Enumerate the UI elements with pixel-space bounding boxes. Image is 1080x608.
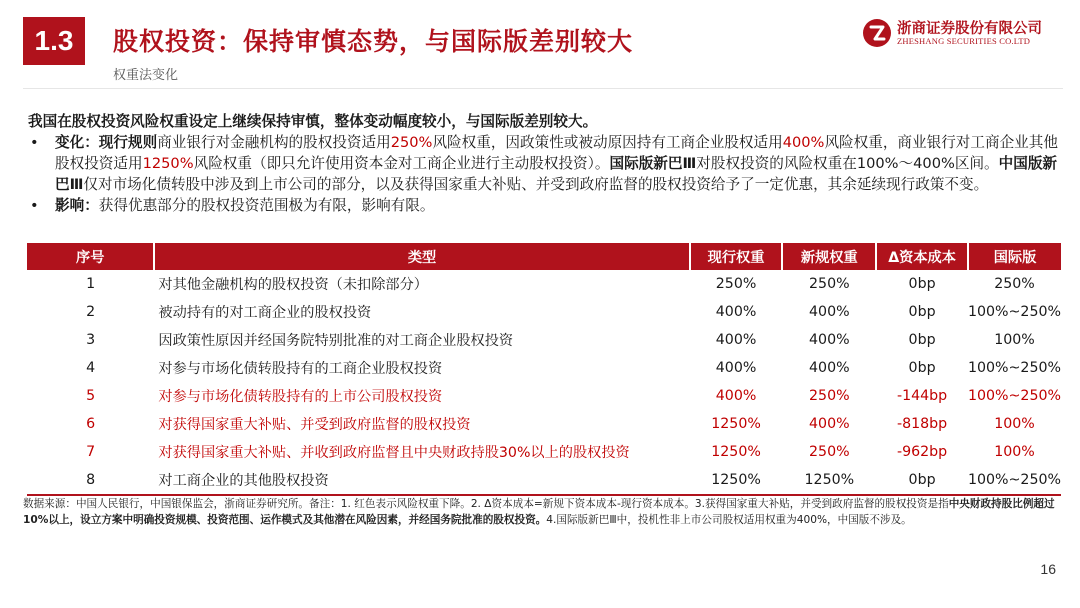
cell-new: 400%: [809, 304, 850, 320]
text-segment: 风险权重（即只允许使用资本金对工商企业进行主动股权投资）。: [193, 155, 610, 172]
risk-weight-table: [27, 243, 1061, 496]
col-header-new: 新规权重: [782, 243, 876, 270]
cell-new: 400%: [809, 360, 850, 376]
cell-intl: 100%: [994, 416, 1035, 432]
col-header-intl: 国际版: [968, 243, 1061, 270]
cell-delta: 0bp: [908, 332, 936, 348]
body-text: [28, 111, 1060, 216]
table-header-row: [27, 243, 1061, 270]
cell-type: 对参与市场化债转股持有的上市公司股权投资: [158, 389, 443, 405]
cell-no: 1: [86, 276, 96, 292]
cell-new: 400%: [809, 416, 850, 432]
cell-delta: -962bp: [896, 444, 948, 460]
text-segment: 风险权重，因政策性或被动原因持有工商企业股权适用: [432, 134, 783, 151]
col-header-type: 类型: [154, 243, 689, 270]
cell-intl: 100%~250%: [967, 388, 1061, 404]
cell-new: 1250%: [782, 466, 876, 495]
cell-type: 对获得国家重大补贴、并受到政府监督的股权投资: [158, 417, 471, 433]
table-row: [27, 410, 1061, 438]
cell-current: 400%: [715, 360, 757, 376]
text-segment: 仅对市场化债转股中涉及到上市公司的部分，以及获得国家重大补贴、并受到政府监督的股权投资给予了一定优惠，其余延续现行政策不变。: [83, 176, 989, 193]
text-segment: 对股权投资的风险权重在100%～400%区间。: [696, 155, 999, 172]
company-logo: [862, 16, 1062, 50]
bullet-impact: [28, 195, 1060, 216]
cell-type: 对其他金融机构的股权投资（未扣除部分）: [158, 277, 428, 293]
cell-intl: 100%~250%: [968, 466, 1061, 495]
intl-basel3-label: 国际版新巴Ⅲ: [609, 155, 697, 172]
table-row: [27, 354, 1061, 382]
col-header-current: 现行权重: [690, 243, 783, 270]
summary-line: 我国在股权投资风险权重设定上继续保持审慎，整体变动幅度较小，与国际版差别较大。: [28, 113, 598, 130]
footnote-bold: 中央财政持股比例超过10%以上，设立方案中明确投资规模、投资范围、运作模式及其他潜在风险因素，并经国务院批准的股权投资。: [23, 498, 1055, 526]
page-title: 股权投资：保持审慎态势，与国际版差别较大: [113, 27, 634, 56]
bullet-marker: •: [30, 197, 39, 214]
cell-intl: 100%: [994, 332, 1035, 348]
cell-new: 250%: [809, 276, 850, 292]
cell-current: 1250%: [711, 444, 761, 460]
zheshang-logo-icon: [862, 18, 892, 48]
cell-type: 对工商企业的其他股权投资: [154, 466, 689, 495]
current-rule-label: 现行规则: [98, 134, 158, 151]
header-divider: [23, 88, 1063, 89]
weight-400: 400%: [782, 134, 825, 151]
footnote-text: 数据来源：中国人民银行，中国银保监会，浙商证券研究所。备注：1. 红色表示风险权重下降。2. Δ资本成本=新规下资本成本-现行资本成本。3.获得国家重大补贴，并受到政府监督的股权投资是指: [23, 498, 949, 510]
cell-no: 4: [86, 360, 96, 376]
cell-type: 对获得国家重大补贴、并收到政府监督且中央财政持股30%以上的股权投资: [158, 445, 630, 461]
bullet-label: 影响：: [55, 197, 99, 214]
cell-intl: 100%: [994, 444, 1035, 460]
bullet-label: 变化：: [55, 134, 99, 151]
weight-1250: 1250%: [142, 155, 194, 172]
section-number-badge: 1.3: [23, 17, 85, 65]
cell-no: 6: [86, 416, 96, 432]
table-row: [27, 382, 1061, 410]
col-header-no: 序号: [27, 243, 154, 270]
cell-current: 400%: [715, 304, 757, 320]
cell-type: 被动持有的对工商企业的股权投资: [158, 305, 372, 321]
cell-intl: 250%: [994, 276, 1035, 292]
page-number: 16: [1040, 561, 1056, 577]
footnote-text: 4.国际版新巴Ⅲ中，投机性非上市公司股权适用权重为400%，中国版不涉及。: [546, 513, 912, 526]
impact-text: 获得优惠部分的股权投资范围极为有限，影响有限。: [98, 197, 435, 214]
cell-no: 7: [86, 444, 96, 460]
cell-current: 1250%: [711, 416, 761, 432]
table-row: [27, 326, 1061, 354]
cell-new: 250%: [809, 388, 850, 404]
cell-current: 400%: [715, 332, 757, 348]
cell-no: 5: [86, 388, 96, 404]
cell-delta: -818bp: [896, 416, 948, 432]
col-header-delta: Δ资本成本: [876, 243, 968, 270]
text-segment: 风险权重，商业银行对工商企业其他股权投资适用: [55, 134, 1058, 172]
cell-no: 3: [86, 332, 96, 348]
logo-chinese-name: 浙商证券股份有限公司: [897, 21, 1042, 37]
cell-delta: 0bp: [908, 276, 936, 292]
cell-no: 2: [86, 304, 96, 320]
bullet-change: [28, 132, 1060, 195]
cell-new: 400%: [809, 332, 850, 348]
page-subtitle: 权重法变化: [113, 68, 179, 83]
table-row: [27, 270, 1061, 298]
cell-no: 8: [27, 466, 154, 495]
cell-current: 1250%: [690, 466, 783, 495]
cell-intl: 100%~250%: [967, 360, 1061, 376]
cell-current: 250%: [715, 276, 757, 292]
bullet-marker: •: [30, 134, 39, 151]
cell-current: 400%: [715, 388, 757, 404]
table-row: [27, 298, 1061, 326]
cell-delta: -144bp: [896, 388, 948, 404]
cell-delta: 0bp: [876, 466, 968, 495]
weight-250: 250%: [390, 134, 433, 151]
table-row: [27, 438, 1061, 466]
logo-english-name: ZHESHANG SECURITIES CO.LTD: [897, 36, 1031, 46]
text-segment: 商业银行对金融机构的股权投资适用: [157, 134, 391, 151]
table-row: [27, 466, 1061, 495]
table-body: [27, 270, 1061, 495]
china-basel3-label: 中国版新巴Ⅲ: [55, 155, 1058, 193]
cell-type: 因政策性原因并经国务院特别批准的对工商企业股权投资: [158, 333, 514, 349]
cell-delta: 0bp: [908, 360, 936, 376]
cell-intl: 100%~250%: [967, 304, 1061, 320]
cell-type: 对参与市场化债转股持有的工商企业股权投资: [158, 361, 443, 377]
footnote: [23, 497, 1063, 528]
cell-new: 250%: [809, 444, 850, 460]
cell-delta: 0bp: [908, 304, 936, 320]
